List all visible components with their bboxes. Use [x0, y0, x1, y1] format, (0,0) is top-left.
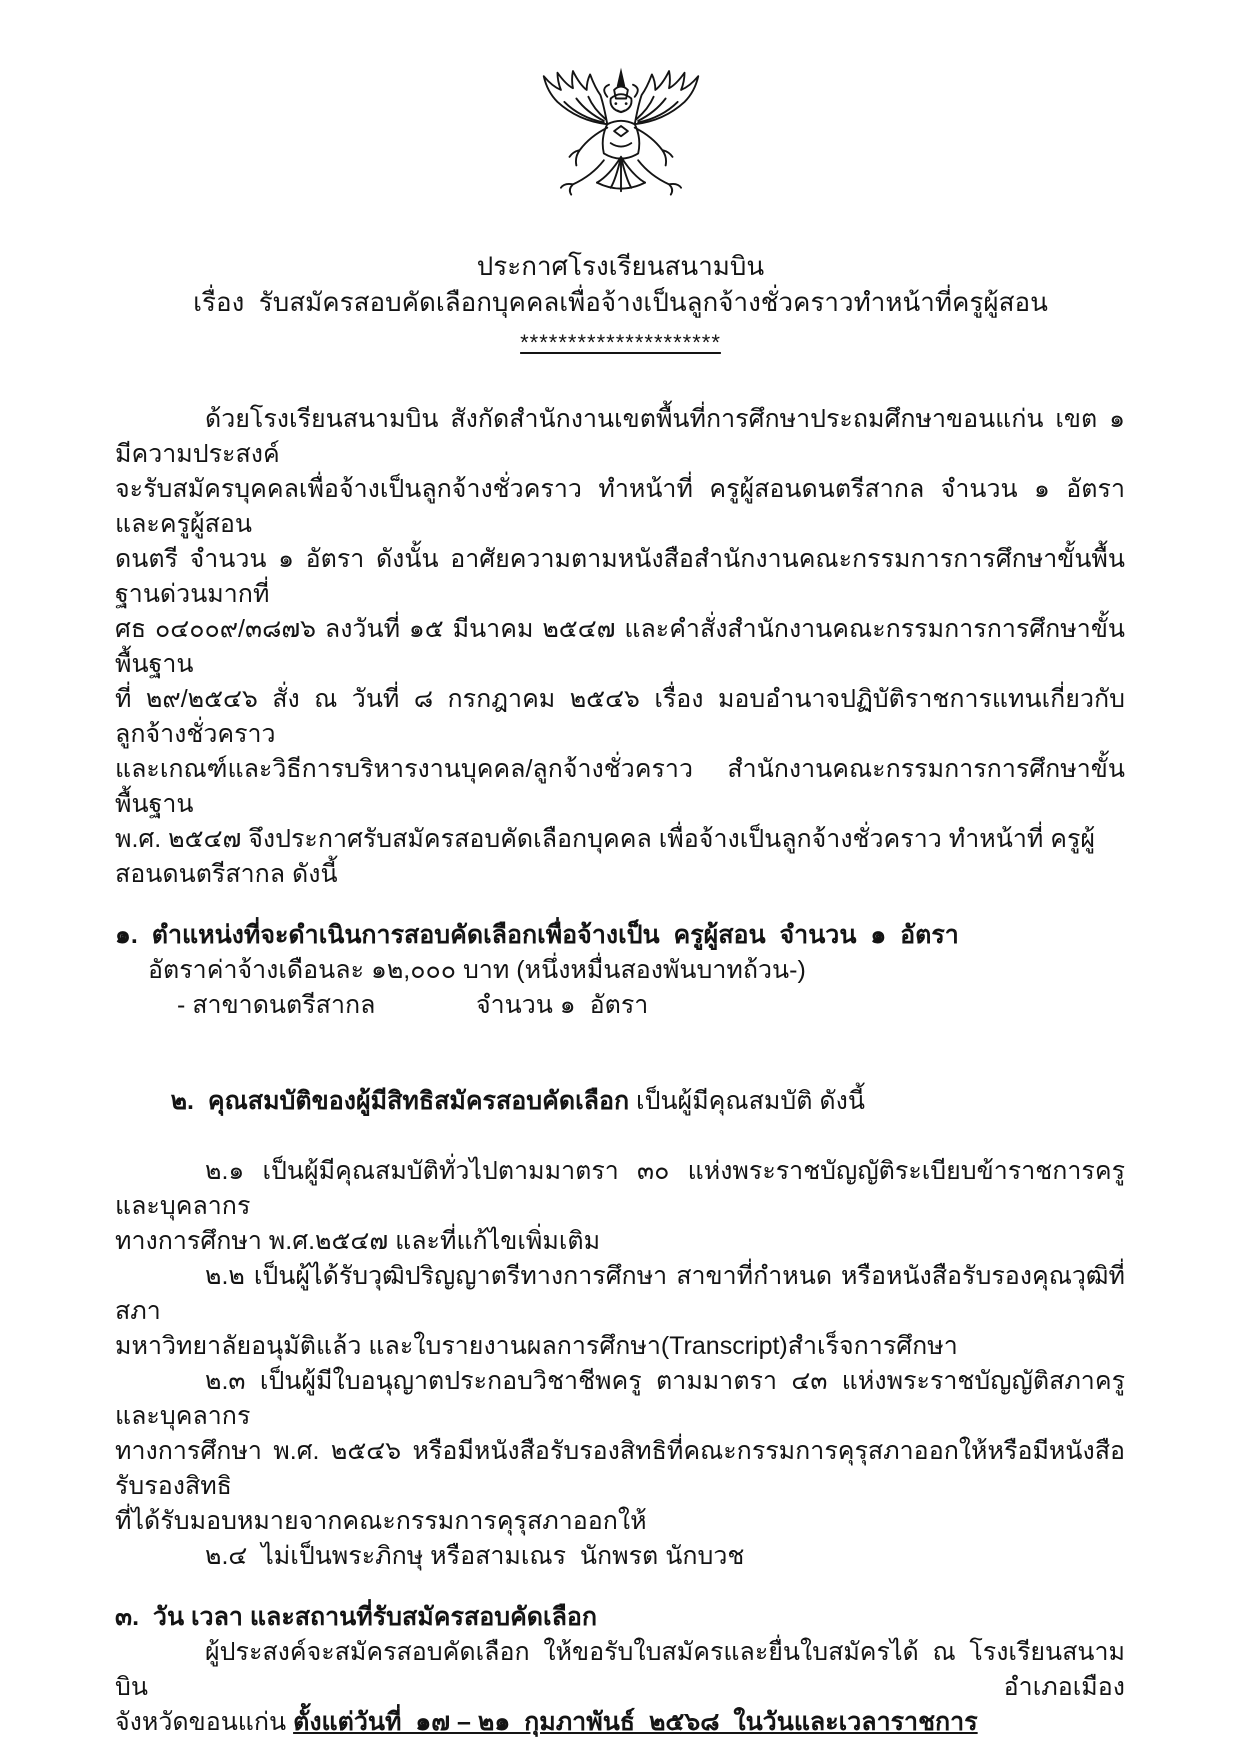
item-2-1-line: ทางการศึกษา พ.ศ.๒๕๔๗ และที่แก้ไขเพิ่มเติม — [115, 1227, 601, 1255]
intro-line: ด้วยโรงเรียนสนามบิน สังกัดสำนักงานเขตพื้นที่การศึกษาประถมศึกษาขอนแก่น เขต ๑ มีความประสงค์ — [115, 405, 1125, 468]
intro-line: ที่ ๒๙/๒๕๔๖ สั่ง ณ วันที่ ๘ กรกฎาคม ๒๕๔๖ เรื่อง มอบอำนาจปฏิบัติราชการแทนเกี่ยวกับลูกจ้างชั่วคราว — [115, 685, 1125, 748]
application-dates: ตั้งแต่วันที่ ๑๗ – ๒๑ กุมภาพันธ์ ๒๕๖๘ ในวันและเวลาราชการ — [293, 1708, 978, 1736]
intro-line: จะรับสมัครบุคคลเพื่อจ้างเป็นลูกจ้างชั่วคราว ทำหน้าที่ ครูผู้สอนดนตรีสากล จำนวน ๑ อัตรา และครูผู้สอน — [115, 475, 1125, 538]
announcement-title: ประกาศโรงเรียนสนามบิน — [476, 251, 765, 281]
item-2-3-line: ทางการศึกษา พ.ศ. ๒๕๔๖ หรือมีหนังสือรับรองสิทธิที่คณะกรรมการคุรุสภาออกให้หรือมีหนังสือรับรองสิทธิ — [115, 1437, 1125, 1500]
garuda-emblem-icon — [518, 64, 724, 236]
section-2-qualifications — [115, 1049, 1125, 1574]
section-3-line: ผู้ประสงค์จะสมัครสอบคัดเลือก ให้ขอรับใบสมัครและยื่นใบสมัครได้ ณ โรงเรียนสนามบิน อำเภอเมือง — [115, 1638, 1125, 1701]
application-place: จังหวัดขอนแก่น — [115, 1708, 294, 1736]
asterisk-divider: ********************* — [520, 330, 721, 355]
intro-line: และเกณฑ์และวิธีการบริหารงานบุคคล/ลูกจ้างชั่วคราว สำนักงานคณะกรรมการการศึกษาขั้นพื้นฐาน — [115, 755, 1125, 818]
section-2-heading-rest: เป็นผู้มีคุณสมบัติ ดังนี้ — [636, 1087, 865, 1115]
item-2-2-line: มหาวิทยาลัยอนุมัติแล้ว และใบรายงานผลการศึกษา(Transcript)สำเร็จการศึกษา — [115, 1332, 958, 1360]
intro-line: ดนตรี จำนวน ๑ อัตรา ดังนั้น อาศัยความตามหนังสือสำนักงานคณะกรรมการการศึกษาขั้นพื้นฐานด่วนมากที่ — [115, 545, 1125, 608]
salary-line: อัตราค่าจ้างเดือนละ ๑๒,๐๐๐ บาท (หนึ่งหมื่นสองพันบาทถ้วน-) — [148, 956, 806, 984]
document-body — [0, 402, 1241, 1740]
item-2-4-line: ๒.๔ ไม่เป็นพระภิกษุ หรือสามเณร นักพรต นักบวช — [205, 1542, 745, 1570]
section-2-heading-bold: ๒. คุณสมบัติของผู้มีสิทธิสมัครสอบคัดเลือก — [170, 1087, 637, 1115]
branch-amount: จำนวน ๑ อัตรา — [475, 991, 649, 1019]
item-2-2-line: ๒.๒ เป็นผู้ได้รับวุฒิปริญญาตรีทางการศึกษา สาขาที่กำหนด หรือหนังสือรับรองคุณวุฒิที่สภา — [115, 1262, 1125, 1325]
intro-line: พ.ศ. ๒๕๔๗ จึงประกาศรับสมัครสอบคัดเลือกบุคคล เพื่อจ้างเป็นลูกจ้างชั่วคราว ทำหน้าที่ ครูผู้สอนดนตรีสากล ดังนี้ — [115, 825, 1096, 888]
intro-line: ศธ ๐๔๐๐๙/๓๘๗๖ ลงวันที่ ๑๕ มีนาคม ๒๕๔๗ และคำสั่งสำนักงานคณะกรรมการการศึกษาขั้นพื้นฐาน — [115, 615, 1125, 678]
item-2-3-line: ที่ได้รับมอบหมายจากคณะกรรมการคุรุสภาออกให้ — [115, 1507, 647, 1535]
title-block — [0, 248, 1241, 320]
section-2-heading — [115, 1049, 1125, 1154]
section-1-heading: ๑. ตำแหน่งที่จะดำเนินการสอบคัดเลือกเพื่อจ้างเป็น ครูผู้สอน จำนวน ๑ อัตรา — [115, 921, 959, 949]
item-2-3-line: ๒.๓ เป็นผู้มีใบอนุญาตประกอบวิชาชีพครู ตามมาตรา ๔๓ แห่งพระราชบัญญัติสภาครูและบุคลากร — [115, 1367, 1125, 1430]
section-3-line — [115, 1705, 1125, 1740]
section-1-position — [115, 918, 1125, 1023]
intro-paragraph — [115, 402, 1125, 892]
announcement-subject: เรื่อง รับสมัครสอบคัดเลือกบุคคลเพื่อจ้างเป็นลูกจ้างชั่วคราวทำหน้าที่ครูผู้สอน — [193, 287, 1048, 317]
branch-label: - สาขาดนตรีสากล — [177, 991, 376, 1019]
emblem-container — [0, 0, 1241, 236]
item-2-1-line: ๒.๑ เป็นผู้มีคุณสมบัติทั่วไปตามมาตรา ๓๐ แห่งพระราชบัญญัติระเบียบข้าราชการครูและบุคลากร — [115, 1157, 1125, 1220]
section-3-heading: ๓. วัน เวลา และสถานที่รับสมัครสอบคัดเลือก — [115, 1603, 598, 1631]
branch-line — [115, 988, 1125, 1023]
section-3-application — [115, 1600, 1125, 1740]
